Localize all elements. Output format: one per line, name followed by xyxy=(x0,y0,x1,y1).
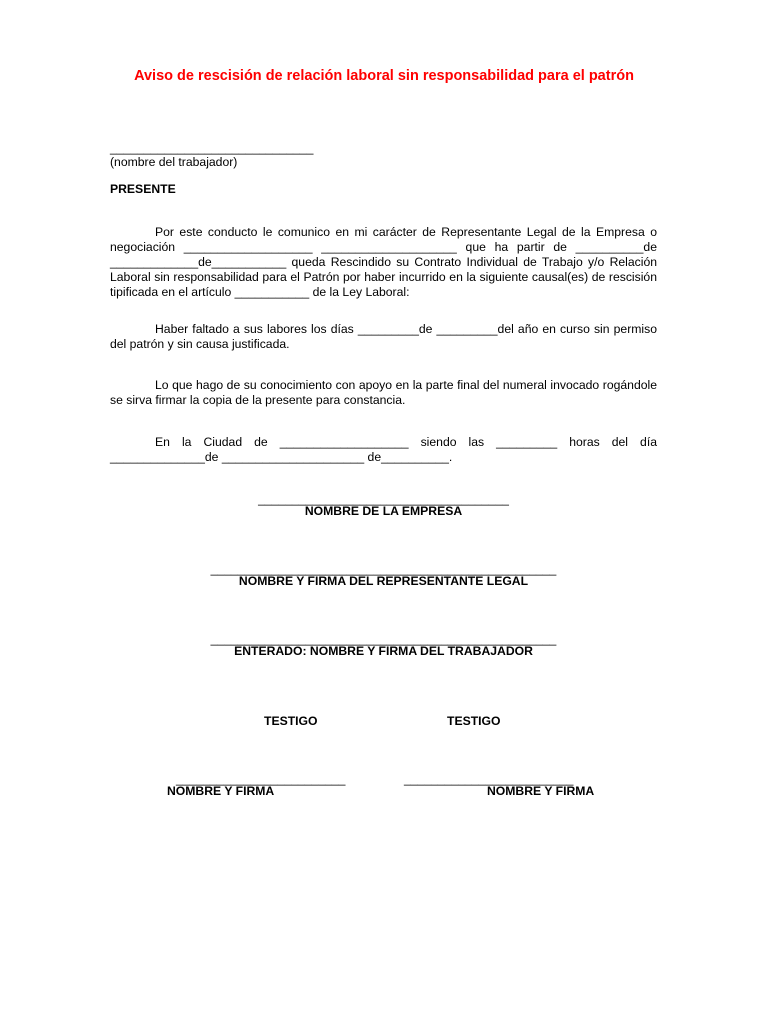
recipient-name-label: (nombre del trabajador) xyxy=(110,155,238,169)
paragraph-acknowledgement-text: Lo que hago de su conocimiento con apoyo en la parte final del numeral invocado rogándole se sirva firmar la copia de la presente para constancia. xyxy=(110,378,657,407)
company-signature-line: _____________________________________ xyxy=(258,492,509,506)
paragraph-rescission-text: Por este conducto le comunico en mi carácter de Representante Legal de la Empresa o negociación ___________________ ____________________ que ha partir de __________de _____________de___________ queda Rescindido su Contrato Individual de Trabajo y/o Relación Laboral sin responsabilidad para el Patrón por haber incurrido en la siguiente causal(es) de rescisión tipificada en el artículo ___________ de la Ley Laboral: xyxy=(110,225,657,299)
representative-signature-line: ___________________________________________________ xyxy=(210,562,557,576)
paragraph-absence-text: Haber faltado a sus labores los días _________de _________del año en curso sin permiso del patrón y sin causa justificada. xyxy=(110,322,657,351)
witness-left-heading: TESTIGO xyxy=(264,714,318,728)
paragraph-place-date xyxy=(110,435,657,465)
document-title: Aviso de rescisión de relación laboral sin responsabilidad para el patrón xyxy=(134,68,634,84)
witness-right-signature-line: _________________________ xyxy=(404,772,574,786)
witness-left-signature-line: _________________________ xyxy=(176,772,346,786)
worker-signature-label: ENTERADO: NOMBRE Y FIRMA DEL TRABAJADOR xyxy=(234,644,533,658)
witness-left-label: NOMBRE Y FIRMA xyxy=(167,784,275,798)
paragraph-acknowledgement xyxy=(110,378,657,408)
representative-signature-label: NOMBRE Y FIRMA DEL REPRESENTANTE LEGAL xyxy=(238,574,529,588)
paragraph-place-date-text: En la Ciudad de ___________________ siendo las _________ horas del día ______________de _____________________ de__________. xyxy=(110,435,657,464)
greeting: PRESENTE xyxy=(110,182,176,196)
worker-signature-line: ___________________________________________________ xyxy=(210,632,557,646)
paragraph-absence xyxy=(110,322,657,352)
witness-right-heading: TESTIGO xyxy=(447,714,501,728)
company-name-label: NOMBRE DE LA EMPRESA xyxy=(304,504,463,518)
paragraph-rescission xyxy=(110,225,657,300)
recipient-name-line: ______________________________ xyxy=(110,141,314,155)
witness-right-label: NOMBRE Y FIRMA xyxy=(487,784,595,798)
